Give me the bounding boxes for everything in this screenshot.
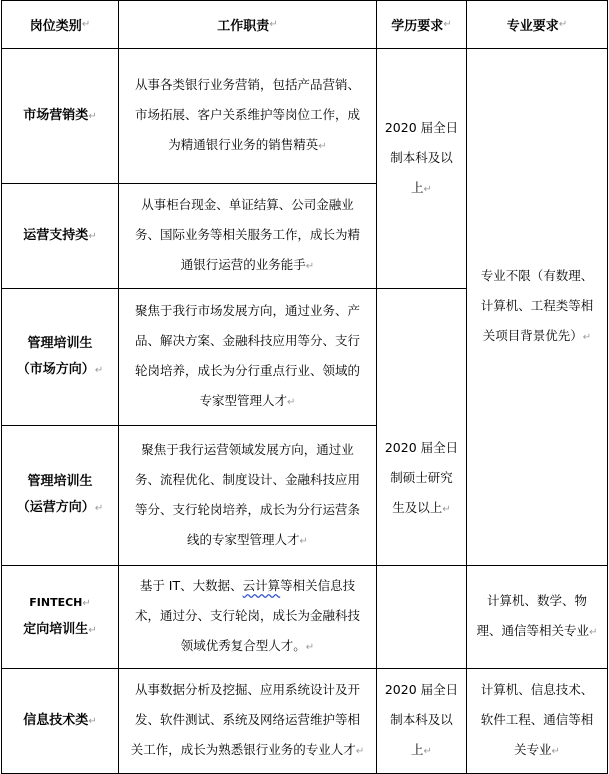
duties-cell: 聚焦于我行运营领域发展方向，通过业 务、流程优化、制度设计、金融科技应用 等分、支行轮岗培养，成长为分行运营条 线的专家型管理人才↵ xyxy=(134,441,360,547)
header-category: 岗位类别 ↵ xyxy=(29,19,91,34)
major-cell: 专业不限（有数理、 计算机、工程类等相 关项目背景优先）↵ xyxy=(480,268,594,343)
category-cell: 信息技术类↵ xyxy=(23,712,97,728)
duties-cell: 从事各类银行业务营销，包括产品营销、 市场拓展、客户关系维护等岗位工作，成 为精通银行业务的销售精英↵ xyxy=(134,77,360,152)
category-cell: 管理培训生 （市场方向）↵ xyxy=(16,335,104,377)
category-cell: 管理培训生 （运营方向）↵ xyxy=(16,474,104,515)
major-cell: 计算机、数学、物 理、通信等相关专业↵ xyxy=(476,593,598,638)
category-cell: 市场营销类↵ xyxy=(23,107,97,123)
duties-cell: 从事柜台现金、单证结算、公司金融业 务、国际业务等相关服务工作，成长为精 通银行运营的业务能手↵ xyxy=(134,197,360,272)
duties-cell: 聚焦于我行市场发展方向，通过业务、产 品、解决方案、金融科技应用等分、支行 轮岗培养，成长为分行重点行业、领域的 专家型管理人才↵ xyxy=(134,303,360,408)
header-major: 专业要求 ↵ xyxy=(506,19,568,34)
category-cell: 运营支持类↵ xyxy=(23,227,97,243)
major-cell: 计算机、信息技术、 软件工程、通信等相 关专业↵ xyxy=(480,682,594,757)
duties-cell: 基于 IT、大数据、云计算等相关信息技 术，通过分、支行轮岗，成长为金融科技 领域优秀复合型人才。↵ xyxy=(134,578,360,653)
header-duties: 工作职责 ↵ xyxy=(217,19,278,34)
education-cell: 2020 届全日 制硕士研究 生及以上↵ xyxy=(384,439,459,515)
category-cell: FINTECH↵ 定向培训生↵ xyxy=(23,596,97,637)
education-cell: 2020 届全日 制本科及以 上↵ xyxy=(384,682,459,757)
header-education: 学历要求 ↵ xyxy=(391,19,452,34)
education-cell: 2020 届全日 制本科及以 上↵ xyxy=(384,120,459,195)
duties-cell: 从事数据分析及挖掘、应用系统设计及开 发、软件测试、系统及网络运营维护等相 关工作，成长为熟悉银行业务的专业人才↵ xyxy=(130,682,365,757)
